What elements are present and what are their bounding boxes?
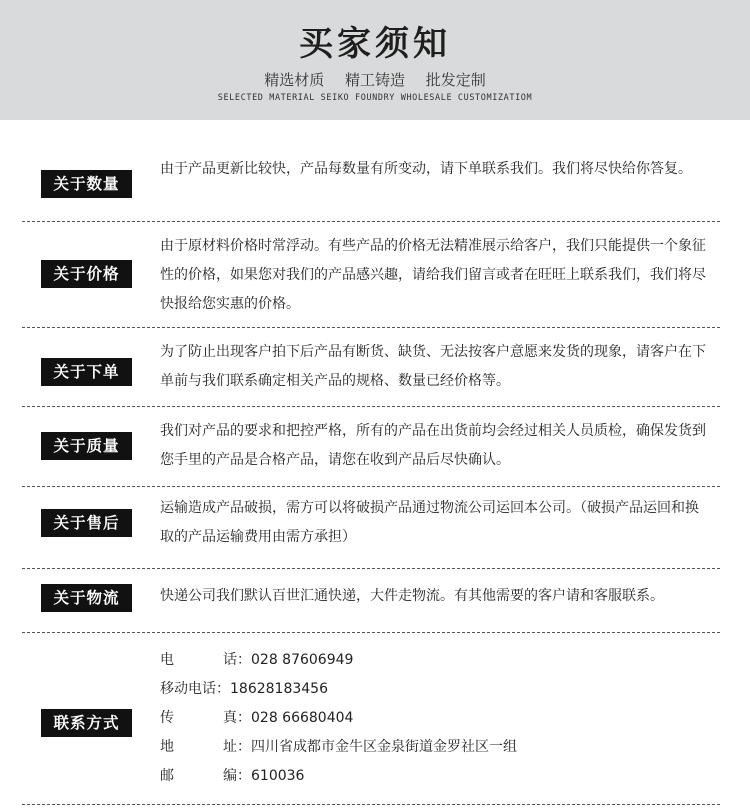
contact-fax-key: 传真 (160, 710, 237, 726)
section-divider (22, 221, 720, 222)
contact-phone: 电话：028 87606949 (160, 646, 708, 675)
contact-phone-value: 028 87606949 (251, 652, 354, 668)
contact-fax-value: 028 66680404 (251, 710, 354, 726)
section-label-order: 关于下单 (41, 358, 132, 386)
section-label-quality: 关于质量 (41, 432, 132, 460)
contact-postcode-value: 610036 (251, 768, 305, 784)
section-label-contact: 联系方式 (41, 709, 132, 737)
subtitle-item-wholesale: 批发定制 (425, 71, 486, 89)
section-price (22, 232, 720, 322)
page-header (0, 0, 750, 120)
contact-address-value: 四川省成都市金牛区金泉街道金罗社区一组 (251, 739, 517, 755)
contact-fax: 传真：028 66680404 (160, 704, 708, 733)
section-text-order: 为了防止出现客户拍下后产品有断货、缺货、无法按客户意愿来发货的现象，请客户在下单前与我们联系确定相关产品的规格、数量已经价格等。 (160, 344, 706, 389)
section-text-logistics: 快递公司我们默认百世汇通快递，大件走物流。有其他需要的客户请和客服联系。 (160, 588, 664, 604)
section-quality (22, 417, 720, 477)
subtitle (0, 70, 750, 90)
section-divider (22, 406, 720, 407)
section-divider (22, 486, 720, 487)
contact-details (160, 646, 708, 791)
section-label-quantity: 关于数量 (41, 170, 132, 198)
section-text-after-sales: 运输造成产品破损，需方可以将破损产品通过物流公司运回本公司。（破损产品运回和换取的产品运输费用由需方承担） (160, 500, 699, 545)
section-text-quantity: 由于产品更新比较快，产品每数量有所变动，请下单联系我们。我们将尽快给你答复。 (160, 161, 692, 177)
section-text-quality: 我们对产品的要求和把控严格，所有的产品在出货前均会经过相关人员质检，确保发货到您手里的产品是合格产品，请您在收到产品后尽快确认。 (160, 423, 706, 468)
section-logistics (22, 582, 720, 614)
section-divider (22, 568, 720, 569)
section-text-price: 由于原材料价格时常浮动。有些产品的价格无法精准展示给客户，我们只能提供一个象征性的价格，如果您对我们的产品感兴趣，请给我们留言或者在旺旺上联系我们，我们将尽快报给您实惠的价格。 (160, 238, 706, 312)
subtitle-item-casting: 精工铸造 (344, 71, 405, 89)
section-divider (22, 804, 720, 805)
contact-postcode-key: 邮编 (160, 768, 237, 784)
contact-mobile-key: 移动电话 (160, 681, 216, 697)
page-title: 买家须知 (299, 24, 451, 64)
contact-mobile: 移动电话：18628183456 (160, 675, 708, 704)
subtitle-item-material: 精选材质 (264, 71, 325, 89)
contact-mobile-value: 18628183456 (230, 681, 328, 697)
contact-address-key: 地址 (160, 739, 237, 755)
section-label-price: 关于价格 (41, 260, 132, 288)
section-label-after-sales: 关于售后 (41, 509, 132, 537)
section-divider (22, 327, 720, 328)
section-divider (22, 632, 720, 633)
contact-address: 地址：四川省成都市金牛区金泉街道金罗社区一组 (160, 733, 708, 762)
contact-postcode: 邮编：610036 (160, 762, 708, 791)
section-contact (22, 646, 720, 796)
english-tagline: SELECTED MATERIAL SEIKO FOUNDRY WHOLESALE CUSTOMIZATIOM (217, 93, 533, 103)
section-quantity (22, 155, 720, 217)
section-order (22, 338, 720, 398)
section-label-logistics: 关于物流 (41, 584, 132, 612)
section-after-sales (22, 494, 720, 556)
contact-phone-key: 电话 (160, 652, 237, 668)
